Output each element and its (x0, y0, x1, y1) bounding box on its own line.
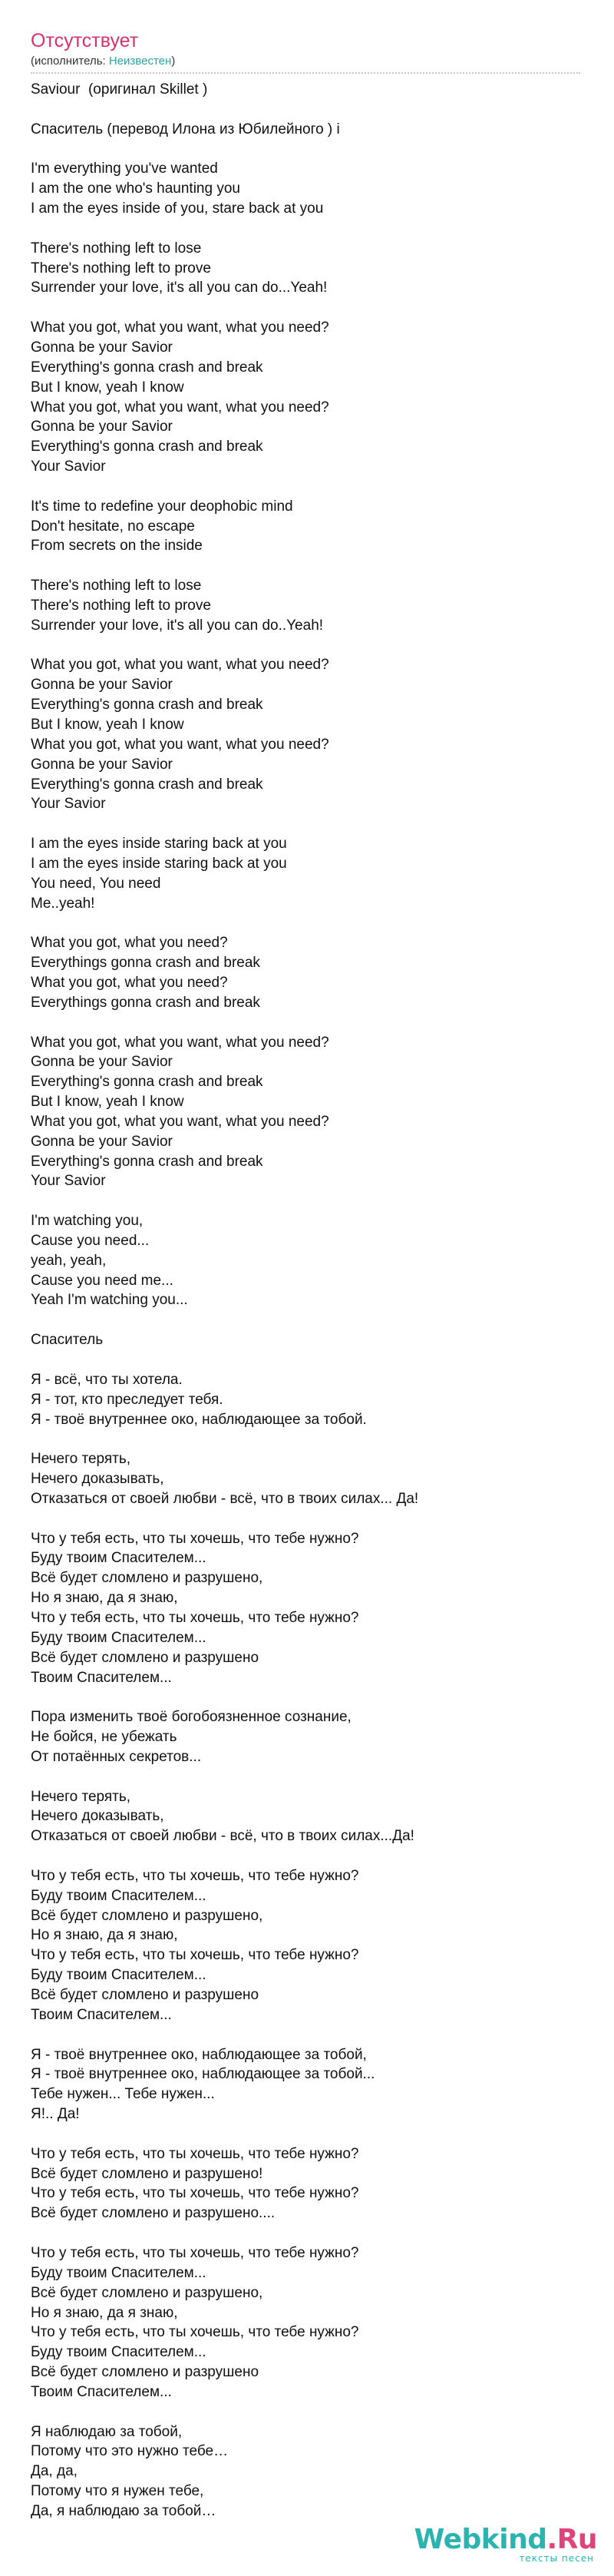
lyrics-line: Буду твоим Спасителем... (31, 1887, 206, 1904)
lyrics-line: Что у тебя есть, что ты хочешь, что тебе нужно? (31, 2244, 359, 2261)
page-header (31, 29, 580, 74)
lyrics-blank-line (31, 219, 583, 239)
lyrics-line: Everything's gonna crash and break (31, 359, 263, 376)
lyrics-line: It's time to redefine your deophobic mind (31, 498, 293, 515)
lyrics-line: Буду твоим Спасителем... (31, 1550, 206, 1567)
lyrics-blank-line (31, 100, 583, 120)
lyrics-line: Твоим Спасителем... (31, 2006, 172, 2023)
lyrics-line: Everythings gonna crash and break (31, 955, 260, 972)
lyrics-line: From secrets on the inside (31, 538, 203, 555)
lyrics-line: Gonna be your Savior (31, 339, 173, 356)
lyrics-line: Gonna be your Savior (31, 1133, 173, 1150)
lyrics-line: Всё будет сломлено и разрушено.... (31, 2205, 276, 2222)
lyrics-line: Cause you need me... (31, 1272, 173, 1289)
lyrics-line: What you got, what you want, what you need? (31, 320, 329, 336)
lyrics-line: Что у тебя есть, что ты хочешь, что тебе нужно? (31, 2185, 359, 2202)
lyrics-line: Буду твоим Спасителем... (31, 1967, 206, 1984)
lyrics-line: Surrender your love, it's all you can do...Yeah! (31, 280, 328, 296)
lyrics-line: Saviour (оригинал Skillet ) (31, 81, 208, 98)
lyrics-line: Да, да, (31, 2463, 78, 2480)
lyrics-line: Me..yeah! (31, 895, 95, 912)
lyrics-line: Что у тебя есть, что ты хочешь, что тебе нужно? (31, 1609, 359, 1626)
lyrics-blank-line (31, 298, 583, 318)
lyrics-blank-line (31, 1350, 583, 1370)
lyrics-blank-line (31, 1429, 583, 1449)
lyrics-line: There's nothing left to lose (31, 240, 202, 257)
lyrics-line: I am the eyes inside of you, stare back at you (31, 200, 324, 217)
lyrics-blank-line (31, 1846, 583, 1866)
lyrics-line: Я - всё, что ты хотела. (31, 1371, 183, 1388)
lyrics-line: Что у тебя есть, что ты хочешь, что тебе нужно? (31, 1947, 359, 1964)
lyrics-line: Everything's gonna crash and break (31, 439, 263, 455)
lyrics-line: Я - твоё внутреннее око, наблюдающее за тобой, (31, 2046, 367, 2063)
lyrics-line: What you got, what you want, what you need? (31, 1113, 329, 1130)
lyrics-line: Я наблюдаю за тобой, (31, 2423, 183, 2440)
lyrics-line: Буду твоим Спасителем... (31, 2344, 206, 2361)
lyrics-line: But I know, yeah I know (31, 379, 184, 396)
lyrics-line: Буду твоим Спасителем... (31, 2264, 206, 2281)
lyrics-line: Но я знаю, да я знаю, (31, 1590, 178, 1607)
lyrics-line: Отказаться от своей любви - всё, что в твоих силах... Да! (31, 1490, 419, 1507)
lyrics-blank-line (31, 636, 583, 656)
lyrics-line: Я - твоё внутреннее око, наблюдающее за тобой. (31, 1411, 367, 1428)
logo-tagline: тексты песен (519, 2553, 594, 2564)
lyrics-line: You need, You need (31, 875, 161, 892)
lyrics-line: Нечего доказывать, (31, 1471, 164, 1488)
lyrics-line: Отказаться от своей любви - всё, что в твоих силах...Да! (31, 1828, 414, 1845)
lyrics-line: I am the eyes inside staring back at you (31, 855, 287, 872)
lyrics-line: Я - тот, кто преследует тебя. (31, 1391, 223, 1408)
lyrics-line: Я - твоё внутреннее око, наблюдающее за тобой... (31, 2066, 375, 2083)
lyrics-blank-line (31, 913, 583, 933)
lyrics-line: Everythings gonna crash and break (31, 994, 260, 1011)
lyrics-line: What you got, what you want, what you need? (31, 736, 329, 753)
lyrics-line: What you got, what you want, what you need? (31, 657, 329, 674)
lyrics-blank-line (31, 1687, 583, 1707)
lyrics-line: Всё будет сломлено и разрушено! (31, 2165, 263, 2182)
lyrics-line: Your Savior (31, 796, 106, 813)
lyrics-line: Что у тебя есть, что ты хочешь, что тебе нужно? (31, 1530, 359, 1547)
lyrics-line: I am the one who's haunting you (31, 180, 240, 197)
lyrics-line: There's nothing left to prove (31, 597, 211, 614)
lyrics-line: Всё будет сломлено и разрушено (31, 1987, 259, 2003)
lyrics-line: What you got, what you want, what you need? (31, 399, 329, 416)
lyrics-line: I'm watching you, (31, 1213, 144, 1230)
lyrics-line: Но я знаю, да я знаю, (31, 1927, 178, 1944)
lyrics-blank-line (31, 2124, 583, 2144)
performer-suffix: ) (171, 55, 176, 68)
lyrics-line: Everything's gonna crash and break (31, 1153, 263, 1170)
lyrics-line: Что у тебя есть, что ты хочешь, что тебе нужно? (31, 2324, 359, 2341)
lyrics-line: Everything's gonna crash and break (31, 1074, 263, 1091)
lyrics-line: Потому что это нужно тебе… (31, 2443, 229, 2460)
lyrics-line: Спаситель (перевод Илона из Юбилейного ) i (31, 121, 340, 137)
lyrics-blank-line (31, 1191, 583, 1211)
lyrics-line: Не бойся, не убежать (31, 1729, 177, 1746)
lyrics-line: Everything's gonna crash and break (31, 697, 263, 714)
lyrics-line: Но я знаю, да я знаю, (31, 2304, 178, 2321)
lyrics-line: Буду твоим Спасителем... (31, 1629, 206, 1646)
lyrics-line: Всё будет сломлено и разрушено, (31, 1907, 263, 1924)
lyrics-line: Да, я наблюдаю за тобой… (31, 2502, 216, 2519)
lyrics-line: Нечего терять, (31, 1788, 131, 1805)
lyrics-blank-line (31, 2223, 583, 2243)
lyrics-line: Твоим Спасителем... (31, 2383, 172, 2400)
lyrics-line: Нечего доказывать, (31, 1808, 164, 1825)
lyrics-line: Gonna be your Savior (31, 1054, 173, 1071)
lyrics-line: There's nothing left to lose (31, 578, 202, 594)
lyrics-line: Всё будет сломлено и разрушено, (31, 2284, 263, 2301)
lyrics-line: What you got, what you want, what you need? (31, 1034, 329, 1051)
lyrics-line: Потому что я нужен тебе, (31, 2483, 204, 2500)
lyrics-line: I am the eyes inside staring back at you (31, 836, 287, 853)
lyrics-blank-line (31, 1509, 583, 1529)
logo-wordmark (414, 2525, 597, 2554)
lyrics-line: Я!.. Да! (31, 2106, 80, 2123)
lyrics-blank-line (31, 2402, 583, 2422)
performer-link[interactable]: Неизвестен (108, 55, 172, 68)
lyrics-line: Всё будет сломлено и разрушено, (31, 1570, 263, 1587)
lyrics-line: Gonna be your Savior (31, 419, 173, 435)
page-title: Отсутствует (31, 30, 139, 51)
logo-tld: .Ru (546, 2524, 597, 2555)
lyrics-blank-line (31, 140, 583, 160)
lyrics-line: Тебе нужен... Тебе нужен... (31, 2086, 215, 2103)
lyrics-blank-line (31, 814, 583, 834)
lyrics-blank-line (31, 556, 583, 576)
lyrics-line: What you got, what you need? (31, 974, 228, 991)
logo-main-text: Webkind (414, 2524, 547, 2555)
lyrics-line: Your Savior (31, 1173, 106, 1190)
header-divider (31, 72, 580, 74)
lyrics-line: Gonna be your Savior (31, 756, 173, 773)
lyrics-line: Что у тебя есть, что ты хочешь, что тебе нужно? (31, 1867, 359, 1884)
lyrics-line: Всё будет сломлено и разрушено (31, 1649, 259, 1666)
lyrics-line: Нечего терять, (31, 1451, 131, 1468)
lyrics-line: I'm everything you've wanted (31, 161, 218, 177)
lyrics-line: Спаситель (31, 1332, 104, 1349)
lyrics-line: There's nothing left to prove (31, 260, 211, 276)
lyrics-line: Everything's gonna crash and break (31, 776, 263, 793)
lyrics-line: But I know, yeah I know (31, 1094, 184, 1111)
lyrics-line: Всё будет сломлено и разрушено (31, 2364, 259, 2381)
lyrics-blank-line (31, 1310, 583, 1330)
lyrics-line: Твоим Спасителем... (31, 1669, 172, 1686)
lyrics-line: Yeah I'm watching you... (31, 1292, 188, 1309)
lyrics-line: Don't hesitate, no escape (31, 518, 195, 535)
lyrics-line: Surrender your love, it's all you can do..Yeah! (31, 617, 324, 634)
lyrics-line: yeah, yeah, (31, 1252, 107, 1269)
lyrics-blank-line (31, 1767, 583, 1787)
performer-line (31, 54, 580, 69)
lyrics-line: But I know, yeah I know (31, 717, 184, 733)
lyrics-line: What you got, what you need? (31, 935, 228, 952)
lyrics-body (31, 80, 583, 2521)
lyrics-line: Your Savior (31, 459, 106, 475)
lyrics-line: От потаённых секретов... (31, 1748, 202, 1765)
lyrics-blank-line (31, 1013, 583, 1033)
lyrics-blank-line (31, 2025, 583, 2045)
lyrics-line: Cause you need... (31, 1232, 150, 1249)
site-logo[interactable] (414, 2525, 597, 2564)
lyrics-line: Что у тебя есть, что ты хочешь, что тебе нужно? (31, 2145, 359, 2162)
performer-prefix: (исполнитель: (31, 55, 109, 68)
lyrics-line: Gonna be your Savior (31, 677, 173, 694)
lyrics-line: Пора изменить твоё богобоязненное сознание, (31, 1709, 352, 1726)
lyrics-blank-line (31, 477, 583, 497)
